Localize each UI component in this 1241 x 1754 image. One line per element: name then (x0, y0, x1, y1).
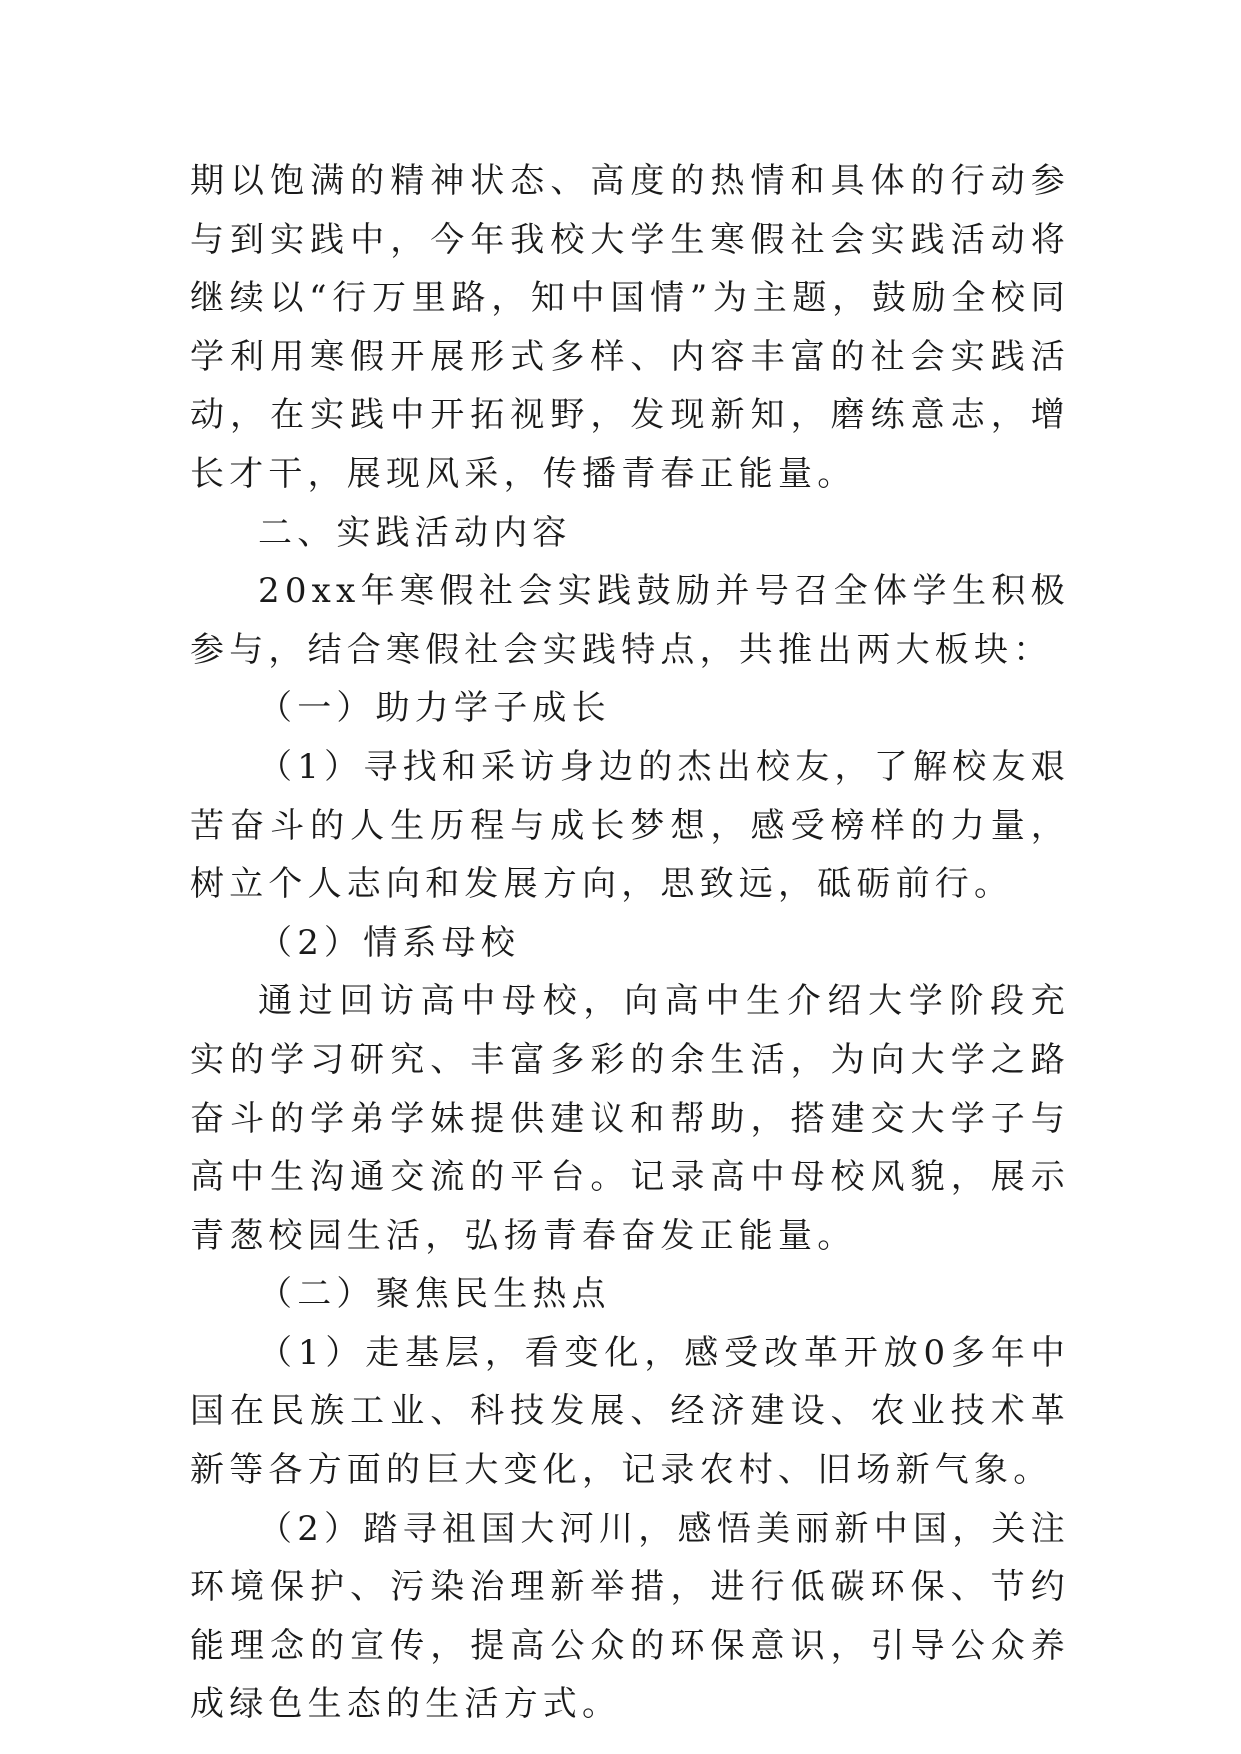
subheading-livelihood: （二）聚焦民生热点 (258, 1274, 611, 1315)
section-heading-practice-content: 二、实践活动内容 (258, 512, 572, 553)
paragraph-item-alumni: （1）寻找和采访身边的杰出校友，了解校友艰苦奋斗的人生历程与成长梦想，感受榜样的力量，树立个人志向和发展方向，思致远，砥砺前行。 (190, 746, 1070, 905)
subheading-alma-mater: （2）情系母校 (258, 922, 521, 963)
document-body (190, 152, 1070, 1734)
subheading-student-growth: （一）助力学子成长 (258, 688, 611, 729)
paragraph-continuation: 期以饱满的精神状态、高度的热情和具体的行动参与到实践中，今年我校大学生寒假社会实践活动将继续以“行万里路，知中国情”为主题，鼓励全校同学利用寒假开展形式多样、内容丰富的社会实践活动，在实践中开拓视野，发现新知，磨练意志，增长才干，展现风采，传播青春正能量。 (190, 161, 1070, 494)
paragraph-item-grassroots: （1）走基层，看变化，感受改革开放0多年中国在民族工业、科技发展、经济建设、农业技术革新等各方面的巨大变化，记录农村、旧场新气象。 (190, 1332, 1070, 1491)
paragraph-item-environment: （2）踏寻祖国大河川，感悟美丽新中国，关注环境保护、污染治理新举措，进行低碳环保、节约能理念的宣传，提高公众的环保意识，引导公众养成绿色生态的生活方式。 (190, 1508, 1070, 1725)
paragraph-alma-mater: 通过回访高中母校，向高中生介绍大学阶段充实的学习研究、丰富多彩的余生活，为向大学之路奋斗的学弟学妹提供建议和帮助，搭建交大学子与高中生沟通交流的平台。记录高中母校风貌，展示青葱校园生活，弘扬青春奋发正能量。 (190, 981, 1070, 1256)
paragraph-intro: 20xx年寒假社会实践鼓励并号召全体学生积极参与，结合寒假社会实践特点，共推出两大板块： (190, 571, 1070, 670)
